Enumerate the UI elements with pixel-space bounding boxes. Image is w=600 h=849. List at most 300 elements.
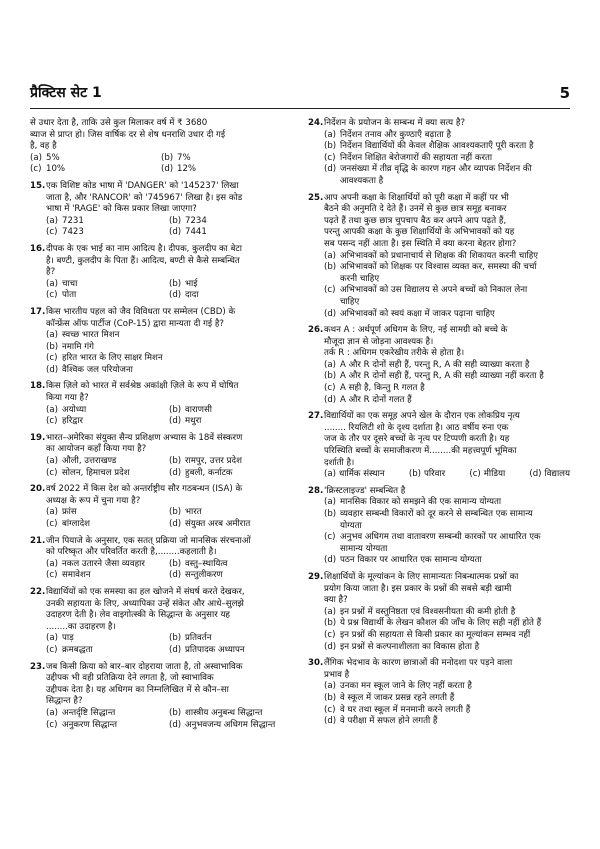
option-text: समावेशन (62, 570, 91, 581)
answer-options (46, 216, 292, 239)
answer-option[interactable] (169, 405, 292, 417)
option-text: हुबली, कर्नाटक (185, 467, 233, 478)
option-text: 12% (177, 164, 197, 175)
page-title: प्रैक्टिस सेट 1 (30, 85, 102, 101)
answer-options (46, 405, 292, 428)
option-letter: (c) (324, 532, 336, 543)
answer-option[interactable] (529, 469, 570, 481)
question-stem (308, 325, 570, 360)
question-text (46, 484, 292, 507)
question-text-line: विद्यार्थियों का एक समूह अपने खेल के दौरान एक लोकप्रिय नृत्य (324, 411, 520, 422)
question-text-line: ब्याज से प्राप्त हो। जिस वार्षिक दर से शेष धनराशि उधार दी गई (30, 129, 226, 140)
option-text: 7% (177, 152, 191, 163)
question-text (324, 486, 570, 498)
option-text: निर्देशन विद्यार्थियों की केवल शैक्षिक आवश्यकताएँ पूरी करता है (340, 141, 534, 152)
question-stem (30, 381, 292, 404)
question-number: 16. (30, 243, 46, 254)
question-text-line: किस भारतीय पहल को जैव विविधता पर सम्मेलन (CBD) के (46, 306, 236, 317)
option-letter: (c) (30, 164, 42, 175)
answer-option[interactable] (324, 716, 570, 728)
option-text: सोलन, हिमाचल प्रदेश (62, 467, 130, 478)
question-text-line: परन्तु आपकी कक्षा के कुछ शिक्षार्थियों के अभिभावकों को यह (324, 227, 515, 238)
question-text-line: तर्क R : अधिगम एकरेखीय तरीके से होता है। (324, 348, 465, 359)
answer-option[interactable] (169, 720, 292, 732)
answer-option[interactable] (169, 468, 292, 480)
option-text: शास्त्रीय अनुबन्ध सिद्धान्त (185, 707, 263, 718)
question-text-line: से उधार देता है, ताकि उसे कुल मिलाकर वर्ष में ₹ 3680 (30, 118, 208, 128)
option-text: अभिभावकों को उस विद्यालय से अपने बच्चों को निकाल लेना (340, 285, 528, 296)
question-block (30, 662, 292, 732)
question-text (324, 193, 570, 251)
question-text-line: को परिष्कृत और परिवर्तित करती है,........कहलाती है। (46, 547, 217, 558)
option-letter: (c) (46, 570, 58, 581)
option-letter: (b) (169, 404, 182, 415)
option-text: A और R दोनों गलत हैं (340, 394, 412, 405)
answer-option[interactable] (324, 130, 570, 142)
question-text (324, 658, 570, 681)
option-letter: (d) (324, 641, 337, 652)
question-text (46, 381, 292, 404)
option-text: 7231 (62, 215, 84, 226)
answer-options (46, 708, 292, 731)
question-block (308, 325, 570, 406)
option-text: मानसिक विकार को समझने की एक सामान्य योग्यता (340, 497, 502, 508)
answer-options (46, 633, 292, 656)
option-text: वैश्विक जल परियोजना (62, 364, 133, 375)
question-number: 26. (308, 325, 324, 336)
option-letter: (c) (324, 152, 336, 163)
option-letter: (a) (324, 606, 336, 617)
question-block (308, 486, 570, 567)
option-text: 7441 (185, 227, 207, 238)
question-block (30, 433, 292, 479)
answer-option[interactable] (324, 681, 570, 693)
option-letter: (c) (46, 467, 58, 478)
option-letter: (b) (324, 509, 337, 519)
question-stem (30, 181, 292, 216)
answer-option[interactable] (324, 262, 570, 274)
answer-option[interactable] (324, 371, 570, 383)
question-text-line: प्रभाव है (324, 669, 350, 680)
answer-option[interactable] (46, 416, 169, 428)
option-text: अभिभावकों को प्रधानाचार्य से शिक्षक की शिकायत करनी चाहिए (340, 250, 539, 261)
option-letter: (a) (324, 497, 336, 508)
question-block (30, 244, 292, 302)
answer-option[interactable] (46, 290, 169, 302)
option-letter: (d) (169, 570, 182, 581)
answer-option[interactable] (46, 708, 169, 720)
answer-option[interactable] (46, 456, 169, 468)
answer-options (30, 153, 292, 176)
answer-option[interactable] (46, 216, 169, 228)
answer-option[interactable] (324, 532, 570, 544)
answer-option[interactable] (30, 164, 161, 176)
question-block (30, 536, 292, 582)
question-text (324, 325, 570, 360)
answer-option[interactable] (324, 141, 570, 153)
answer-option[interactable] (324, 544, 570, 556)
question-text-line: भारत–अमेरिका संयुक्त सैन्य प्रशिक्षण अभ्यास के 18वें संस्करण (46, 432, 243, 443)
answer-option[interactable] (324, 297, 570, 309)
option-letter: (a) (46, 278, 58, 289)
option-letter (324, 274, 340, 286)
option-text: A सही है, किन्तु R गलत है (340, 383, 425, 394)
option-letter: (b) (324, 262, 337, 273)
answer-option[interactable] (324, 618, 570, 630)
question-block (308, 411, 570, 481)
question-stem (30, 536, 292, 559)
option-letter: (b) (169, 633, 182, 644)
question-stem (30, 307, 292, 330)
option-letter: (a) (46, 330, 58, 341)
question-text (46, 433, 292, 456)
question-text-line: दीपक के एक भाई का नाम आदित्य है। दीपक, कुलदीप का बेटा (46, 243, 242, 254)
option-letter: (d) (324, 716, 337, 727)
question-text-line: एक विशिष्ट कोड भाषा में 'DANGER' को '145237' लिखा (46, 180, 239, 191)
question-text (30, 118, 292, 153)
option-letter: (d) (169, 467, 182, 478)
question-text-line: प्रयोग किया जाता है। इस प्रकार के प्रश्नों की सबसे बड़ी खामी (324, 583, 512, 594)
answer-option[interactable] (46, 559, 169, 571)
option-letter: (d) (169, 290, 182, 301)
option-text: अयोध्या (62, 404, 87, 415)
answer-option[interactable] (324, 360, 570, 372)
option-letter: (b) (324, 618, 337, 629)
option-text: आवश्यकता है (340, 175, 384, 186)
question-text-line: आप अपनी कक्षा के शिक्षार्थियों को पूरी कक्षा में कहीं पर भी (324, 192, 509, 203)
option-letter: (b) (46, 341, 59, 352)
option-letter: (d) (169, 227, 182, 238)
question-number: 29. (308, 571, 324, 582)
question-text-line: उद्दीपक देता है। यह अधिगम का निम्नलिखित में से कौन–सा (46, 684, 229, 695)
answer-option[interactable] (46, 645, 169, 657)
option-letter: (a) (46, 558, 58, 569)
option-text: बांग्लादेश (62, 519, 91, 529)
answer-option[interactable] (169, 633, 292, 645)
answer-option[interactable] (324, 153, 570, 165)
answer-option[interactable] (46, 279, 169, 291)
option-text: इन प्रश्नों की सहायता से किसी प्रकार का मूल्यांकन सम्भव नहीं (340, 629, 531, 640)
answer-option[interactable] (46, 353, 292, 365)
question-stem (30, 587, 292, 633)
option-text: पोता (62, 290, 77, 301)
answer-options (46, 279, 292, 302)
answer-option[interactable] (161, 153, 292, 165)
question-stem (30, 244, 292, 279)
page-number: 5 (559, 84, 570, 102)
option-text: फ्रांस (62, 507, 77, 518)
option-text: निर्देशन शिक्षित बेरोजगारों की सहायता नहीं करता (340, 152, 493, 163)
option-letter: (a) (46, 507, 58, 518)
option-text: इन प्रश्नों में वस्तुनिष्ठता एवं विश्वसनीयता की कमी होती है (340, 606, 516, 617)
answer-option[interactable] (324, 705, 570, 717)
option-letter: (b) (324, 371, 337, 382)
option-text: वे स्कूल में जाकर प्रसन्न रहने लगती हैं (340, 692, 455, 703)
question-block (30, 118, 292, 176)
question-text-line: कथन A : अर्थपूर्ण अधिगम के लिए, नई सामग्री को बच्चे के (324, 325, 508, 336)
answer-option[interactable] (324, 555, 570, 567)
question-text-line: जाता है, और 'RANCOR' को '745967' लिखा है। इस कोड (46, 192, 243, 203)
answer-options (324, 607, 570, 653)
question-text (324, 572, 570, 607)
option-text: वे घर तथा स्कूल में मनमानी करने लगती हैं (340, 704, 471, 715)
answer-option[interactable] (46, 720, 169, 732)
option-text: 7234 (185, 215, 207, 226)
question-text (46, 536, 292, 559)
answer-option[interactable] (324, 693, 570, 705)
question-block (308, 658, 570, 728)
option-text: 7423 (62, 227, 84, 238)
answer-option[interactable] (324, 497, 570, 509)
right-column (308, 118, 570, 736)
option-letter: (c) (46, 290, 58, 301)
option-text: धार्मिक संस्थान (338, 469, 385, 480)
answer-options (324, 130, 570, 188)
option-letter: (a) (30, 152, 42, 163)
answer-options (46, 507, 292, 530)
answer-option[interactable] (169, 416, 292, 428)
answer-option[interactable] (324, 509, 570, 521)
option-text: व्यवहार सम्बन्धी विकारों को दूर करने से सम्बन्धित एक सामान्य (340, 509, 533, 519)
option-text: अनुकरण सिद्धान्त (62, 719, 118, 730)
option-text: मीडिया (483, 469, 506, 480)
option-letter: (a) (46, 707, 58, 718)
answer-option[interactable] (409, 469, 445, 481)
question-number: 28. (308, 485, 324, 496)
question-block (30, 484, 292, 530)
question-text-line: ........का उदाहरण है। (46, 621, 116, 632)
option-letter: (d) (324, 394, 337, 405)
question-text (324, 411, 570, 469)
answer-option[interactable] (324, 607, 570, 619)
question-number: 19. (30, 432, 46, 443)
answer-option[interactable] (324, 309, 570, 321)
option-text: अनुभवजन्य अधिगम सिद्धान्त (185, 719, 276, 730)
answer-option[interactable] (169, 456, 292, 468)
answer-option[interactable] (324, 164, 570, 176)
answer-option[interactable] (169, 570, 292, 582)
option-letter: (d) (169, 644, 182, 655)
option-letter: (d) (161, 164, 174, 175)
option-text: सन्तुलीकरण (185, 570, 223, 581)
option-text: अन्तर्दृष्टि सिद्धान्त (62, 707, 116, 718)
answer-option[interactable] (46, 570, 169, 582)
question-text-line: है, वह है (30, 141, 57, 152)
option-letter: (b) (408, 469, 422, 480)
answer-option[interactable] (169, 708, 292, 720)
answer-option[interactable] (169, 227, 292, 239)
option-letter: (c) (324, 285, 336, 296)
question-stem (308, 486, 570, 498)
question-text-line: सिद्धान्त है? (46, 696, 83, 707)
option-text: हरित भारत के लिए साक्षर मिशन (62, 353, 163, 364)
question-block (308, 118, 570, 188)
option-text: भारत (185, 507, 202, 518)
answer-option[interactable] (46, 227, 169, 239)
option-text: क्रमबद्धता (62, 644, 93, 655)
option-letter: (a) (324, 359, 336, 370)
option-letter: (b) (169, 558, 182, 569)
question-text-line: भाषा में 'RAGE' को किस प्रकार लिखा जाएगा? (46, 204, 197, 215)
option-letter: (d) (324, 308, 337, 319)
answer-options (324, 251, 570, 321)
option-text: A और R दोनों सही हैं, परन्तु R, A की सही व्याख्या नहीं करता है (340, 371, 544, 382)
option-letter: (a) (46, 404, 58, 415)
question-text-line: जीन पियाजे के अनुसार, एक सतत् प्रक्रिया जो मानसिक संरचनाओं (46, 535, 251, 546)
answer-option[interactable] (46, 405, 169, 417)
question-text (46, 244, 292, 279)
question-block (30, 381, 292, 427)
answer-option[interactable] (324, 630, 570, 642)
question-number: 20. (30, 484, 46, 495)
option-letter: (d) (169, 416, 182, 427)
option-letter (324, 297, 340, 309)
option-text: औली, उत्तराखण्ड (62, 456, 117, 467)
answer-option[interactable] (324, 176, 570, 188)
option-text: पाड़ (62, 633, 74, 644)
option-text: वस्तु–स्थायित्व (185, 558, 228, 569)
question-stem (308, 193, 570, 251)
answer-option[interactable] (169, 279, 292, 291)
option-letter: (c) (46, 644, 58, 655)
option-text: परिवार (424, 469, 446, 480)
answer-option[interactable] (169, 216, 292, 228)
question-text-line: उद्दीपक भी वही प्रतिक्रिया देने लगता है, जो स्वाभाविक (46, 673, 214, 684)
answer-option[interactable] (169, 559, 292, 571)
answer-option[interactable] (169, 645, 292, 657)
question-number: 17. (30, 306, 46, 317)
option-letter: (b) (169, 278, 182, 289)
answer-option[interactable] (161, 164, 292, 176)
option-text: हरिद्वार (62, 416, 83, 427)
question-number: 24. (308, 118, 324, 128)
option-letter: (a) (324, 129, 336, 140)
answer-option[interactable] (169, 507, 292, 519)
option-text: निर्देशन तनाव और कुण्ठाएँ बढ़ाता है (340, 129, 452, 140)
answer-option[interactable] (324, 469, 385, 481)
question-text (46, 307, 292, 330)
option-letter: (c) (469, 469, 481, 480)
answer-option[interactable] (46, 519, 169, 531)
question-text-line: किस ज़िले को भारत में सर्वश्रेष्ठ अकांक्षी ज़िले के रूप में घोषित (46, 381, 239, 392)
question-stem (308, 411, 570, 469)
answer-option[interactable] (169, 290, 292, 302)
question-text-line: पढ़ते हैं तथा कुछ छात्र चुपचाप बैठ कर अपने आप पढ़ते हैं, (324, 215, 507, 226)
answer-option[interactable] (46, 633, 169, 645)
option-letter: (a) (324, 469, 336, 480)
answer-option[interactable] (46, 330, 292, 342)
question-stem (308, 572, 570, 607)
question-text-line: वर्ष 2022 में किस देश को अन्तर्राष्ट्रीय सौर गठबन्धन (ISA) के (46, 484, 243, 495)
option-text: संयुक्त अरब अमीरात (185, 519, 251, 529)
answer-option[interactable] (169, 519, 292, 531)
question-stem (30, 118, 292, 153)
question-text-line: सब पसन्द नहीं आता है। इस स्थिति में क्या करना बेहतर होगा? (324, 238, 517, 249)
option-letter (324, 176, 340, 188)
answer-options (46, 456, 292, 479)
answer-option[interactable] (324, 642, 570, 654)
answer-option[interactable] (324, 285, 570, 297)
question-text-line: निर्देशन के प्रयोजन के सम्बन्ध में क्या सत्य है? (324, 118, 466, 128)
option-letter: (a) (46, 456, 58, 467)
question-text-line: का आयोजन कहाँ किया गया है? (46, 444, 147, 455)
question-columns (30, 118, 570, 736)
answer-option[interactable] (324, 251, 570, 263)
answer-option[interactable] (324, 383, 570, 395)
question-number: 18. (30, 381, 46, 392)
question-block (30, 181, 292, 239)
question-stem (30, 433, 292, 456)
answer-option[interactable] (30, 153, 161, 165)
option-text: 5% (46, 152, 60, 163)
answer-option[interactable] (46, 468, 169, 480)
question-block (308, 572, 570, 653)
option-letter: (c) (46, 227, 58, 238)
option-text: अनुभव अधिगम तथा वातावरण सम्बन्धी कारकों पर आधारित एक (340, 532, 541, 543)
option-text: चाहिए (340, 296, 360, 307)
answer-options (324, 360, 570, 406)
option-text: मथुरा (185, 416, 202, 427)
option-letter: (a) (324, 250, 336, 261)
answer-option[interactable] (324, 521, 570, 533)
answer-option[interactable] (46, 365, 292, 377)
option-text: A और R दोनों सही हैं, परन्तु R, A की सही व्याख्या करता है (340, 359, 530, 370)
question-block (308, 193, 570, 321)
answer-option[interactable] (324, 395, 570, 407)
option-text: चाचा (62, 278, 78, 289)
question-text-line: ........ रियलिटी शो के दृश्य दर्शाता है। आठ वर्षीय रुना एक (324, 422, 509, 433)
option-letter: (d) (529, 469, 542, 480)
option-letter: (d) (169, 719, 182, 730)
question-number: 23. (30, 661, 46, 672)
option-letter: (a) (46, 215, 58, 226)
option-text: दादा (185, 290, 199, 301)
option-text: योग्यता (340, 520, 362, 531)
question-text-line: विद्यार्थियों को एक समस्या का हल खोजने में संघर्ष करते देखकर, (46, 586, 245, 597)
question-text-line: जब किसी क्रिया को बार–बार दोहराया जाता है, तो अस्वाभाविक (46, 661, 243, 672)
question-text-line: मौजूदा ज्ञान से जोड़ना आवश्यक है। (324, 336, 434, 347)
option-text: इन प्रश्नों से कल्पनाशीलता का विकास होता है (340, 641, 480, 652)
question-stem (30, 662, 292, 708)
option-letter: (d) (324, 555, 337, 566)
question-number: 21. (30, 535, 46, 546)
question-number: 15. (30, 180, 46, 191)
option-text: रामपुर, उत्तर प्रदेश (185, 456, 242, 467)
option-letter: (b) (169, 456, 182, 467)
answer-option[interactable] (46, 507, 169, 519)
option-letter: (b) (169, 707, 182, 718)
question-text (46, 587, 292, 633)
question-stem (308, 658, 570, 681)
option-letter (324, 521, 340, 533)
question-text-line: उदाहरण देती है। लेव वाइगोत्स्की के सिद्धान्त के अनुसार यह (46, 610, 230, 621)
option-text: वाराणसी (185, 404, 212, 415)
question-text-line: किया गया है? (46, 393, 89, 404)
option-letter: (b) (169, 215, 182, 226)
answer-option[interactable] (469, 469, 505, 481)
answer-option[interactable] (324, 274, 570, 286)
question-stem (30, 484, 292, 507)
option-text: अभिभावकों को शिक्षक पर विश्वास व्यक्त कर, समस्या की चर्चा (340, 262, 537, 273)
option-text: सामान्य योग्यता (340, 543, 388, 554)
answer-option[interactable] (46, 342, 292, 354)
option-text: नमामि गंगे (62, 341, 94, 352)
question-number: 30. (308, 658, 324, 669)
option-text: स्वच्छ भारत मिशन (62, 330, 120, 341)
answer-options (324, 681, 570, 727)
option-letter: (b) (161, 152, 174, 163)
option-text: वे परीक्षा में सफल होने लगती हैं (340, 716, 438, 727)
